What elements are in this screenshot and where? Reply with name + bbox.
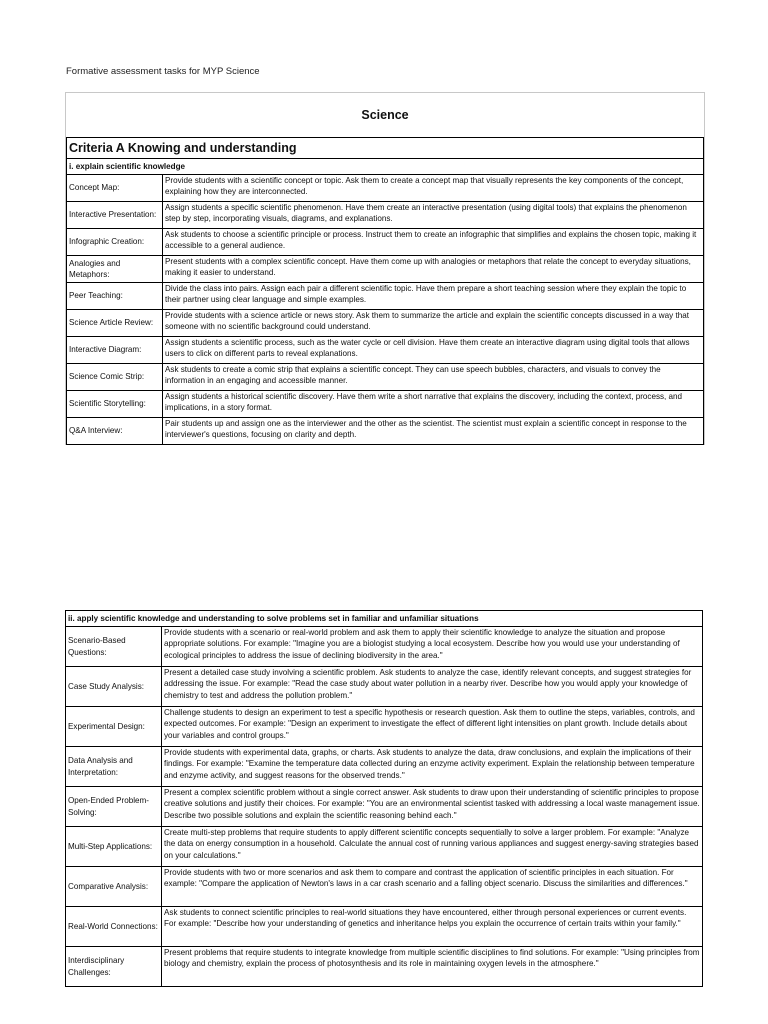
section-title: Science	[361, 108, 409, 122]
science-section	[65, 92, 705, 445]
task-name: Peer Teaching:	[67, 283, 163, 310]
table-row	[67, 229, 704, 256]
task-description: Create multi-step problems that require students to apply different scientific concepts sequentially to solve a larger problem. For example: "Analyze the data on energy consumption in a household. Calculate the annual cost of running various appliances and suggest energy-saving strategies based on your calculations."	[162, 827, 703, 867]
task-name: Real-World Connections:	[66, 907, 162, 947]
table-row	[66, 827, 703, 867]
criteria-title: Criteria A Knowing and understanding	[67, 138, 704, 159]
task-name: Experimental Design:	[66, 707, 162, 747]
task-name: Case Study Analysis:	[66, 667, 162, 707]
task-description: Ask students to choose a scientific principle or process. Instruct them to create an infographic that simplifies and explains the chosen topic, making it accessible to a general audience.	[163, 229, 704, 256]
task-description: Provide students with two or more scenarios and ask them to compare and contrast the application of scientific principles in each situation. For example: "Compare the application of Newton's laws in a car crash scenario and a falling object scenario. Discuss the similarities and differences."	[162, 867, 703, 907]
table-row	[66, 707, 703, 747]
criteria-a-table-part1	[66, 137, 704, 445]
task-name: Analogies and Metaphors:	[67, 256, 163, 283]
task-description: Ask students to create a comic strip that explains a scientific concept. They can use speech bubbles, characters, and visuals to convey the information in an engaging and accessible manner.	[163, 364, 704, 391]
task-name: Science Article Review:	[67, 310, 163, 337]
task-name: Multi-Step Applications:	[66, 827, 162, 867]
part2-section	[65, 610, 703, 987]
task-description: Pair students up and assign one as the interviewer and the other as the scientist. The scientist must explain a scientific concept in response to the interviewer's questions, focusing on clarity and depth.	[163, 418, 704, 445]
task-description: Present a detailed case study involving a scientific problem. Ask students to analyze the case, identify relevant concepts, and suggest strategies for addressing the issue. For example: "Read the case study about water pollution in a nearby river. Describe how you would apply your knowledge of chemistry to test and address the pollution problem."	[162, 667, 703, 707]
task-description: Provide students with a science article or news story. Ask them to summarize the article and explain the scientific concepts discussed in a way that someone with no scientific background could understand.	[163, 310, 704, 337]
task-description: Provide students with experimental data, graphs, or charts. Ask students to analyze the data, draw conclusions, and explain the implications of their findings. For example: "Examine the temperature data collected during an enzyme activity experiment. Explain the relationship between temperature and enzyme activity, and suggest reasons for the observed trends."	[162, 747, 703, 787]
table-row	[66, 747, 703, 787]
task-description: Ask students to connect scientific principles to real-world situations they have encountered, either through personal experiences or current events. For example: "Describe how your understanding of genetics and inheritance helps you explain the occurrence of certain traits within your family."	[162, 907, 703, 947]
task-name: Interactive Diagram:	[67, 337, 163, 364]
task-description: Assign students a scientific process, such as the water cycle or cell division. Have them create an interactive diagram using digital tools that allows users to click on different parts to reveal explanations.	[163, 337, 704, 364]
table-row	[67, 202, 704, 229]
table-row	[67, 283, 704, 310]
table-row	[67, 337, 704, 364]
task-description: Present problems that require students to integrate knowledge from multiple scientific disciplines to find solutions. For example: "Using principles from biology and chemistry, explain the process of photosynthesis and its role in maintaining oxygen levels in the atmosphere."	[162, 947, 703, 987]
task-description: Present a complex scientific problem without a single correct answer. Ask students to draw upon their understanding of scientific principles to propose creative solutions and justify their choices. For example: "You are an environmental scientist tasked with addressing a local waste management issue. Describe two possible solutions and explain the scientific reasoning behind each."	[162, 787, 703, 827]
table-row	[66, 947, 703, 987]
criteria-a-table-part2	[65, 610, 703, 987]
table-row	[67, 391, 704, 418]
task-description: Assign students a historical scientific discovery. Have them write a short narrative that explains the discovery, including the context, process, and implications, in a story format.	[163, 391, 704, 418]
table-row	[67, 364, 704, 391]
task-name: Concept Map:	[67, 175, 163, 202]
task-description: Assign students a specific scientific phenomenon. Have them create an interactive presentation (using digital tools) that explains the phenomenon step by step, incorporating visuals, diagrams, and explanations.	[163, 202, 704, 229]
task-description: Provide students with a scenario or real-world problem and ask them to apply their scientific knowledge to analyze the situation and propose appropriate solutions. For example: "Imagine you are a biologist studying a local ecosystem. Describe how you would use your understanding of ecological principles to address the issue of declining biodiversity in the area."	[162, 627, 703, 667]
task-name: Q&A Interview:	[67, 418, 163, 445]
task-name: Infographic Creation:	[67, 229, 163, 256]
task-name: Science Comic Strip:	[67, 364, 163, 391]
task-description: Provide students with a scientific concept or topic. Ask them to create a concept map that visually represents the key components of the concept, explaining how they are interconnected.	[163, 175, 704, 202]
task-description: Challenge students to design an experiment to test a specific hypothesis or research question. Ask them to outline the steps, variables, controls, and expected outcomes. For example: "Design an experiment to investigate the effect of different light intensities on plant growth. Include details about your variables and control groups."	[162, 707, 703, 747]
task-description: Present students with a complex scientific concept. Have them come up with analogies or metaphors that relate the concept to everyday situations, making it easier to understand.	[163, 256, 704, 283]
part1-title: i. explain scientific knowledge	[67, 159, 704, 175]
task-name: Scenario-Based Questions:	[66, 627, 162, 667]
table-row	[66, 907, 703, 947]
task-name: Scientific Storytelling:	[67, 391, 163, 418]
task-description: Divide the class into pairs. Assign each pair a different scientific topic. Have them prepare a short teaching session where they explain the topic to their partner using clear language and simple examples.	[163, 283, 704, 310]
table-row	[67, 256, 704, 283]
table-row	[67, 310, 704, 337]
task-name: Interdisciplinary Challenges:	[66, 947, 162, 987]
table-row	[66, 667, 703, 707]
task-name: Comparative Analysis:	[66, 867, 162, 907]
task-name: Data Analysis and Interpretation:	[66, 747, 162, 787]
document-header: Formative assessment tasks for MYP Science	[66, 66, 260, 77]
part2-title: ii. apply scientific knowledge and understanding to solve problems set in familiar and unfamiliar situations	[66, 611, 703, 627]
table-row	[67, 418, 704, 445]
task-name: Open-Ended Problem-Solving:	[66, 787, 162, 827]
table-row	[66, 787, 703, 827]
table-row	[66, 867, 703, 907]
table-row	[66, 627, 703, 667]
table-row	[67, 175, 704, 202]
task-name: Interactive Presentation:	[67, 202, 163, 229]
